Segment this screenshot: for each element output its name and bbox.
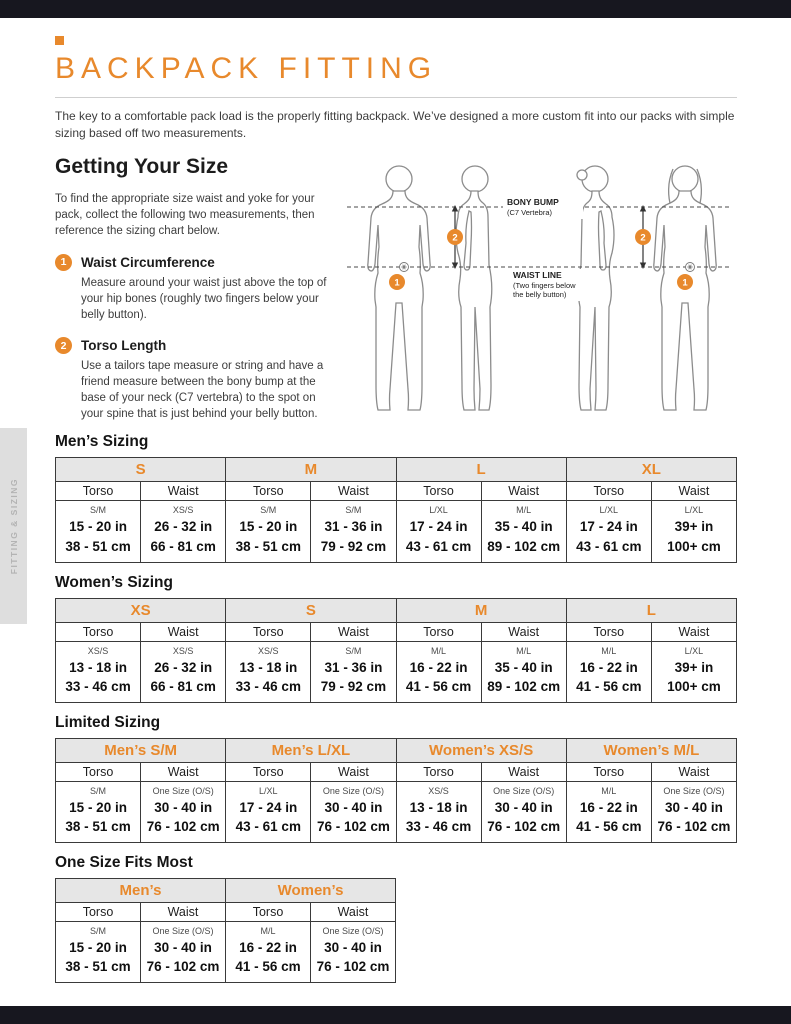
range-in: 16 - 22 in [579,799,638,815]
range-in: 30 - 40 in [665,799,723,815]
waist-label: Waist [481,622,566,641]
range-cm: 76 - 102 cm [657,819,731,835]
waist-range [311,937,396,983]
svg-text:2: 2 [640,232,646,244]
size-header: L [566,598,736,622]
size-header: Women’s [226,878,396,902]
range-in: 13 - 18 in [69,659,127,675]
step-header [55,337,337,354]
svg-text:the belly button): the belly button) [513,289,567,299]
waist-range [141,937,226,983]
range-cm: 33 - 46 cm [65,679,131,695]
range-in: 17 - 24 in [409,519,468,535]
step-text: Use a tailors tape measure or string and have a friend measure between the bony bump at the base of your neck (C7 vertebra) to the spot on your spine that is just behind your belly button. [81,360,324,421]
waist-code: L/XL [651,501,736,517]
limited-sizing-section [55,714,737,843]
waist-code: XS/S [141,641,226,657]
size-header: M [396,598,566,622]
torso-label: Torso [56,482,141,501]
belly-button-marker-icon [400,262,409,271]
torso-label: Torso [56,762,141,781]
torso-code: L/XL [396,501,481,517]
waist-code: L/XL [651,641,736,657]
waist-range [141,797,226,843]
torso-label: Torso [226,482,311,501]
torso-range [56,797,141,843]
range-in: 13 - 18 in [409,799,468,815]
waist-label: Waist [141,622,226,641]
range-cm: 38 - 51 cm [65,959,131,975]
range-in: 26 - 32 in [154,659,213,675]
range-in: 16 - 22 in [409,659,468,675]
size-header: M [226,458,396,482]
range-in: 35 - 40 in [494,519,553,535]
waist-code: One Size (O/S) [311,921,396,937]
size-header: L [396,458,566,482]
range-in: 30 - 40 in [154,939,212,955]
svg-text:2: 2 [452,232,458,244]
torso-code: S/M [56,921,141,937]
torso-code: XS/S [226,641,311,657]
one-size-section [55,854,737,983]
torso-code: M/L [566,641,651,657]
figure-hair-bun [577,170,587,180]
range-row [56,937,396,983]
torso-label: Torso [56,622,141,641]
waist-label: Waist [481,482,566,501]
size-header: XS [56,598,226,622]
range-cm: 76 - 102 cm [316,959,390,975]
waist-code: One Size (O/S) [651,781,736,797]
waist-marker-badge [677,274,693,290]
waist-range [651,797,736,843]
torso-label: Torso [396,762,481,781]
range-cm: 100+ cm [667,679,721,695]
waist-range [311,516,396,562]
waist-label: Waist [651,622,736,641]
range-cm: 79 - 92 cm [320,679,387,695]
bottom-bar [0,1006,791,1024]
torso-code: L/XL [566,501,651,517]
side-tab-fitting-sizing [0,428,27,624]
figure-body [456,191,492,410]
fitting-diagram [343,155,735,422]
range-cm: 43 - 61 cm [576,538,642,554]
range-cm: 76 - 102 cm [146,959,220,975]
range-in: 35 - 40 in [494,659,553,675]
waist-code: XS/S [141,501,226,517]
torso-label: Torso [396,622,481,641]
torso-code: S/M [56,501,141,517]
size-code-row [56,641,737,657]
svg-text:(Two fingers below: (Two fingers below [513,280,576,290]
size-code-row [56,501,737,517]
waist-code: S/M [311,501,396,517]
waist-label: Waist [141,482,226,501]
title-divider [55,97,737,98]
step-torso-length [55,337,337,422]
torso-label: Torso [226,902,311,921]
mens-sizing-section [55,433,737,562]
getting-size-section [55,155,737,423]
range-in: 30 - 40 in [324,939,382,955]
torso-range [566,516,651,562]
range-in: 15 - 20 in [69,799,127,815]
waist-label: Waist [311,902,396,921]
svg-text:(C7 Vertebra): (C7 Vertebra) [507,207,553,217]
range-row [56,797,737,843]
range-in: 26 - 32 in [154,519,213,535]
waist-label: Waist [311,622,396,641]
range-cm: 66 - 81 cm [150,679,216,695]
measure-label-row [56,762,737,781]
range-cm: 41 - 56 cm [576,679,642,695]
size-code-row [56,781,737,797]
torso-code: L/XL [226,781,311,797]
waist-label: Waist [651,762,736,781]
waist-range [311,797,396,843]
waist-code: One Size (O/S) [141,781,226,797]
waist-range [141,516,226,562]
torso-label: Torso [56,902,141,921]
belly-button-marker-icon [686,262,695,271]
range-cm: 33 - 46 cm [405,819,472,835]
svg-text:1: 1 [394,277,400,289]
intro-text: The key to a comfortable pack load is the properly fitting backpack. We’ve designed a more custom fit into our packs with simple sizing based off two measurements. [55,109,735,141]
range-cm: 76 - 102 cm [487,819,561,835]
torso-code: S/M [56,781,141,797]
waist-range [481,516,566,562]
range-in: 17 - 24 in [579,519,638,535]
size-header: Women’s XS/S [396,738,566,762]
size-header: S [226,598,396,622]
range-in: 30 - 40 in [154,799,213,815]
step-text: Measure around your waist just above the top of your hip bones (roughly two fingers below your belly button). [81,276,327,321]
waist-label: Waist [141,762,226,781]
range-cm: 76 - 102 cm [146,819,220,835]
torso-range [226,937,311,983]
range-in: 16 - 22 in [239,939,297,955]
range-cm: 89 - 102 cm [487,538,561,554]
range-cm: 41 - 56 cm [405,679,472,695]
waist-code: M/L [481,501,566,517]
range-cm: 41 - 56 cm [576,819,642,835]
getting-size-heading: Getting Your Size [55,154,229,178]
torso-code: XS/S [56,641,141,657]
range-cm: 100+ cm [667,538,721,554]
range-row [56,516,737,562]
one-size-table [55,878,396,983]
torso-marker-badge [635,229,651,245]
size-header: S [56,458,226,482]
figure-body [654,191,716,410]
range-cm: 76 - 102 cm [317,819,390,835]
waist-range [651,516,736,562]
torso-code: M/L [566,781,651,797]
torso-label: Torso [566,762,651,781]
diagram-column [343,155,737,423]
waist-range [481,657,566,703]
size-header-row [56,598,737,622]
size-header: Men’s S/M [56,738,226,762]
measure-label-row [56,622,737,641]
waist-range [311,657,396,703]
range-cm: 43 - 61 cm [235,819,301,835]
torso-code: M/L [396,641,481,657]
range-cm: 33 - 46 cm [235,679,301,695]
figure-head [386,166,412,192]
range-in: 31 - 36 in [324,659,383,675]
mens-sizing-table [55,457,737,562]
step-number-badge: 2 [55,337,72,354]
top-bar [0,0,791,18]
size-code-row [56,921,396,937]
title-square-accent [55,36,64,45]
size-header: Men’s [56,878,226,902]
side-tab-label: FITTING & SIZING [8,477,19,575]
step-waist-circumference [55,254,337,323]
measure-label-row [56,482,737,501]
svg-text:BONY BUMP: BONY BUMP [507,196,559,207]
waist-code: S/M [311,641,396,657]
torso-range [566,657,651,703]
page-content [55,36,737,983]
range-in: 17 - 24 in [239,799,298,815]
range-cm: 38 - 51 cm [65,538,131,554]
range-cm: 38 - 51 cm [65,819,131,835]
bony-bump-label [503,196,583,219]
range-in: 30 - 40 in [324,799,383,815]
waist-range [481,797,566,843]
torso-range [396,657,481,703]
waist-range [651,657,736,703]
size-header: Men’s L/XL [226,738,396,762]
size-header-row [56,458,737,482]
range-in: 15 - 20 in [239,519,298,535]
range-cm: 66 - 81 cm [150,538,216,554]
torso-label: Torso [566,622,651,641]
torso-range [566,797,651,843]
torso-range [226,516,311,562]
torso-code: S/M [226,501,311,517]
range-cm: 79 - 92 cm [320,538,387,554]
torso-marker-badge [447,229,463,245]
limited-sizing-title: Limited Sizing [55,713,161,731]
getting-size-text-column [55,155,343,423]
figure-body [368,191,430,410]
range-cm: 41 - 56 cm [235,959,301,975]
range-in: 13 - 18 in [239,659,298,675]
waist-label: Waist [311,762,396,781]
torso-label: Torso [226,762,311,781]
torso-range [226,797,311,843]
torso-range [56,657,141,703]
torso-range [396,516,481,562]
range-in: 15 - 20 in [69,519,127,535]
range-in: 39+ in [674,659,714,675]
torso-label: Torso [396,482,481,501]
limited-sizing-table [55,738,737,843]
size-header: XL [566,458,736,482]
range-row [56,657,737,703]
measure-label-row [56,902,396,921]
size-header-row [56,738,737,762]
waist-marker-badge [389,274,405,290]
range-in: 31 - 36 in [324,519,383,535]
waist-line-label [509,269,595,301]
one-size-title: One Size Fits Most [55,853,193,871]
waist-code: One Size (O/S) [481,781,566,797]
waist-label: Waist [481,762,566,781]
torso-label: Torso [226,622,311,641]
torso-range [56,516,141,562]
range-in: 16 - 22 in [579,659,638,675]
size-header: Women’s M/L [566,738,736,762]
getting-size-description: To find the appropriate size waist and yoke for your pack, collect the following two measurements, then reference the sizing chart below. [55,192,315,238]
womens-sizing-title: Women’s Sizing [55,573,173,591]
step-title: Torso Length [81,338,167,354]
range-in: 39+ in [674,519,714,535]
figure-head [462,166,488,192]
step-header [55,254,337,271]
torso-code: XS/S [396,781,481,797]
waist-range [141,657,226,703]
svg-text:WAIST LINE: WAIST LINE [513,269,562,280]
figure-side-male [456,166,492,410]
range-in: 15 - 20 in [69,939,127,955]
waist-label: Waist [141,902,226,921]
torso-code: M/L [226,921,311,937]
torso-range [226,657,311,703]
size-header-row [56,878,396,902]
step-number-badge: 1 [55,254,72,271]
range-in: 30 - 40 in [494,799,553,815]
figure-head [672,166,698,192]
range-cm: 89 - 102 cm [487,679,561,695]
womens-sizing-section [55,574,737,703]
waist-code: M/L [481,641,566,657]
torso-label: Torso [566,482,651,501]
page-title: BACKPACK FITTING [55,52,438,85]
waist-code: One Size (O/S) [141,921,226,937]
waist-label: Waist [311,482,396,501]
waist-label: Waist [651,482,736,501]
waist-code: One Size (O/S) [311,781,396,797]
step-title: Waist Circumference [81,254,215,270]
range-cm: 43 - 61 cm [405,538,472,554]
svg-text:1: 1 [682,277,688,289]
torso-range [396,797,481,843]
mens-sizing-title: Men’s Sizing [55,433,149,451]
range-cm: 38 - 51 cm [235,538,301,554]
torso-range [56,937,141,983]
womens-sizing-table [55,598,737,703]
